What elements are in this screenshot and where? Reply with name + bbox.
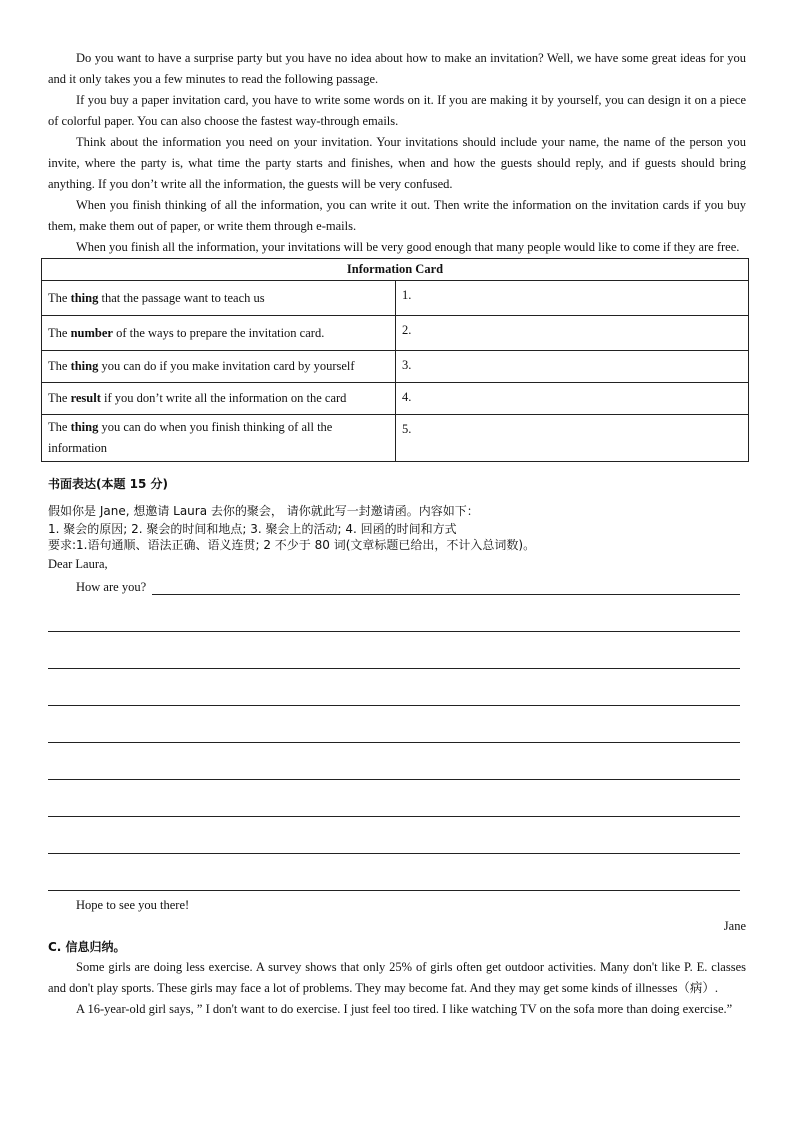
- passage-paragraph-4: When you finish thinking of all the information, you can write it out. Then write the information on the invitation cards if you buy them, make them out of paper, or write them through e-mails.: [48, 198, 746, 233]
- answer-line[interactable]: [48, 669, 740, 706]
- table-question: The number of the ways to prepare the invitation card.: [42, 316, 396, 351]
- table-row: [42, 415, 749, 462]
- worksheet-page: [48, 48, 746, 1020]
- passage-paragraph-5: When you finish all the information, your invitations will be very good enough that many people would like to come if they are free.: [76, 240, 740, 254]
- answer-line[interactable]: [48, 854, 740, 891]
- writing-prompt-line-3: 要求:1.语句通顺、语法正确、语义连贯; 2 不少于 80 词(文章标题已给出，不计入总词数)。: [48, 538, 536, 552]
- writing-prompt-line-1: 假如你是 Jane, 想邀请 Laura 去你的聚会， 请你就此写一封邀请函。内容如下：: [48, 504, 479, 518]
- salutation: Dear Laura,: [48, 557, 108, 571]
- table-row: [42, 316, 749, 351]
- answer-line[interactable]: [48, 817, 740, 854]
- table-question: The thing you can do when you finish thinking of all the information: [42, 415, 396, 462]
- section-c-paragraph-2: A 16-year-old girl says, ” I don't want to do exercise. I just feel too tired. I like watching TV on the sofa more than doing exercise.”: [76, 1002, 733, 1016]
- answer-line[interactable]: [48, 743, 740, 780]
- answer-cell-1[interactable]: 1.: [396, 281, 749, 316]
- closing-line: Hope to see you there!: [76, 898, 190, 912]
- writing-prompt-line-2: 1. 聚会的原因; 2. 聚会的时间和地点; 3. 聚会上的活动; 4. 回函的时间和方式: [48, 522, 457, 536]
- passage-paragraph-1: Do you want to have a surprise party but you have no idea about how to make an invitation? Well, we have some great ideas for you and it only takes you a few minutes to read the following passage.: [48, 51, 746, 86]
- table-row: [42, 281, 749, 316]
- passage-paragraph-2: If you buy a paper invitation card, you have to write some words on it. If you are making it by yourself, you can design it on a piece of colorful paper. You can also choose the fastest way-through emails.: [48, 93, 746, 128]
- answer-cell-3[interactable]: 3.: [396, 351, 749, 383]
- opening-text: How are you?: [76, 580, 147, 594]
- writing-first-line[interactable]: [48, 571, 746, 595]
- section-c-paragraph-1: Some girls are doing less exercise. A survey shows that only 25% of girls often get outdoor activities. Many don't like P. E. classes and don't play sports. These girls may face a lot of problems. They may become fat. And they may get some kinds of illnesses（病）.: [48, 960, 746, 995]
- answer-line[interactable]: [48, 780, 740, 817]
- answer-cell-4[interactable]: 4.: [396, 383, 749, 415]
- table-title: Information Card: [42, 259, 749, 281]
- signature: Jane: [723, 919, 746, 933]
- table-question: The result if you don’t write all the information on the card: [42, 383, 396, 415]
- table-question: The thing you can do if you make invitation card by yourself: [42, 351, 396, 383]
- answer-line[interactable]: [152, 580, 740, 595]
- table-question: The thing that the passage want to teach us: [42, 281, 396, 316]
- answer-line[interactable]: [48, 595, 740, 632]
- information-card-table: [41, 258, 749, 462]
- section-c-heading: C. 信息归纳。: [48, 940, 126, 954]
- answer-cell-2[interactable]: 2.: [396, 316, 749, 351]
- answer-line[interactable]: [48, 706, 740, 743]
- table-row: [42, 351, 749, 383]
- answer-cell-5[interactable]: 5.: [396, 415, 749, 462]
- answer-line[interactable]: [48, 632, 740, 669]
- passage-paragraph-3: Think about the information you need on your invitation. Your invitations should include your name, the name of the person you invite, where the party is, what time the party starts and finishes, when and how the guests should reply, and if guests should bring anything. If you don’t write all the information, the guests will be very confused.: [48, 135, 746, 191]
- table-row: [42, 383, 749, 415]
- writing-heading: 书面表达(本题 15 分): [48, 477, 169, 491]
